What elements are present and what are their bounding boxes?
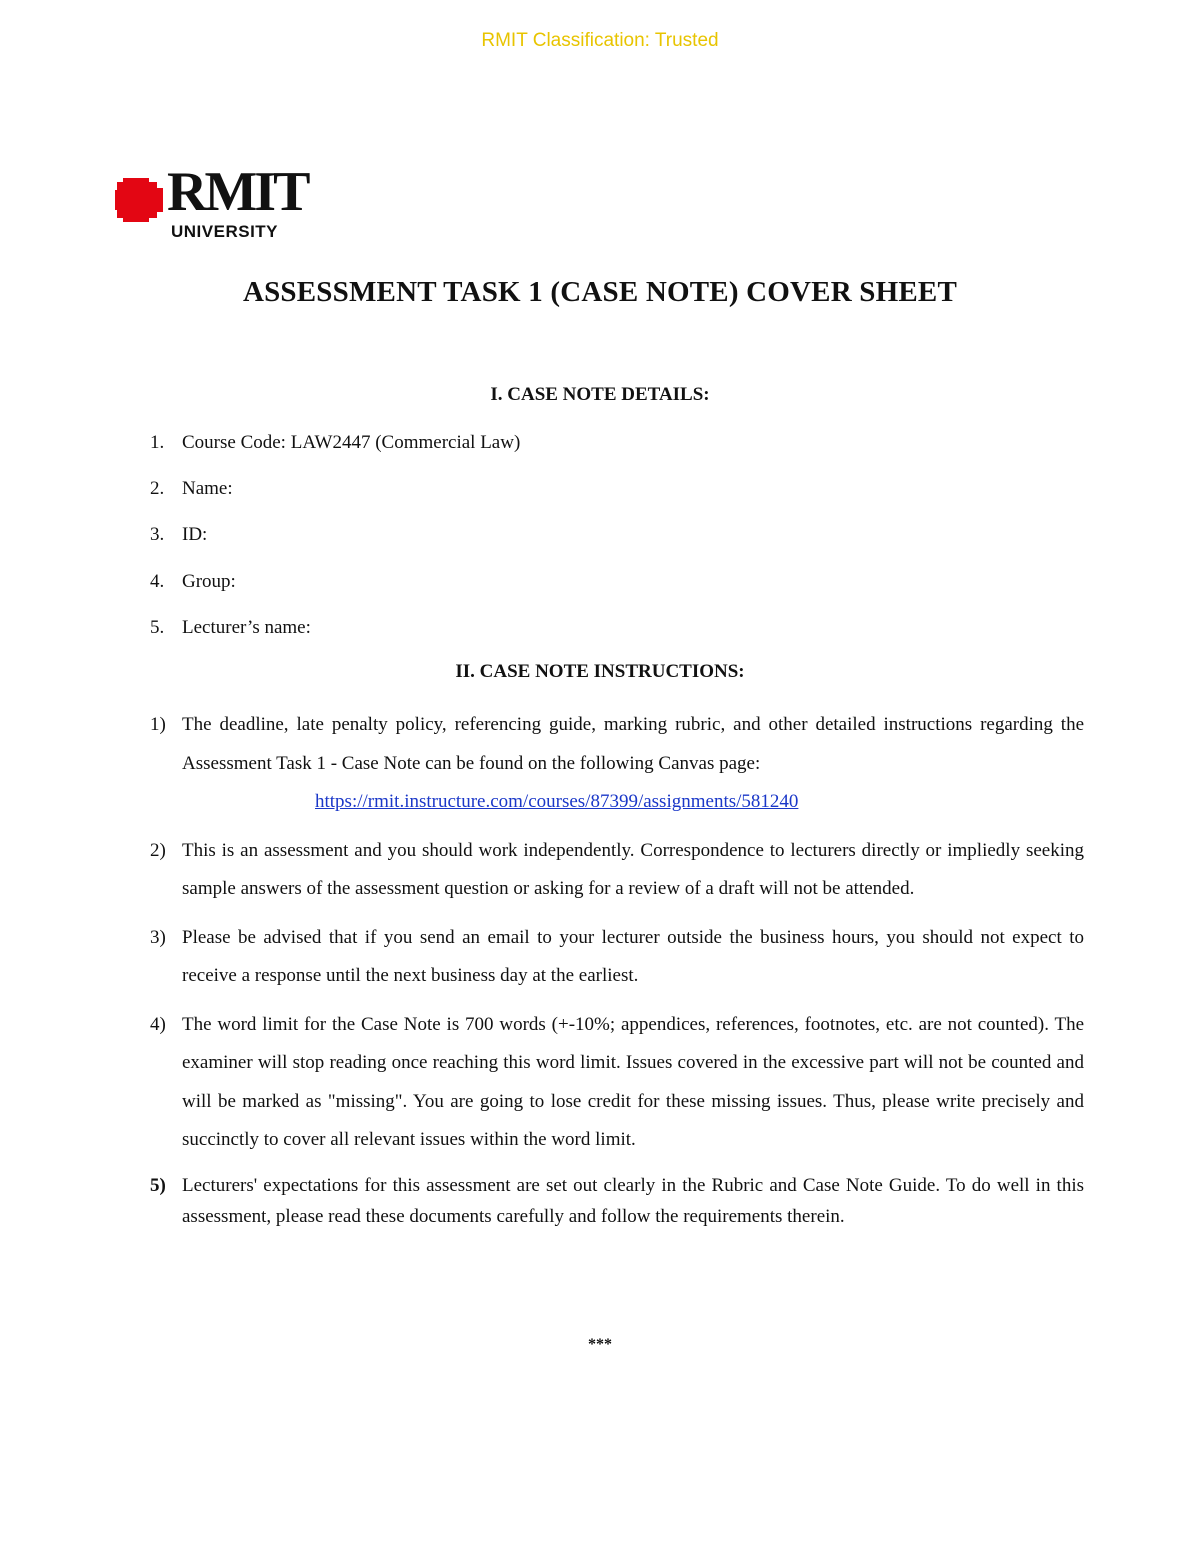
- item-text: Lecturer’s name:: [182, 616, 311, 638]
- list-item: [150, 1170, 1084, 1232]
- item-number: 4): [150, 1013, 166, 1035]
- item-number: 4.: [150, 570, 165, 592]
- item-number: 2.: [150, 478, 165, 500]
- item-text: Course Code: LAW2447 (Commercial Law): [182, 432, 521, 453]
- item-number: 2): [150, 839, 166, 861]
- item-text: Name:: [182, 478, 233, 500]
- item-number: 3): [150, 926, 166, 948]
- item-number: 3.: [150, 524, 165, 546]
- canvas-link[interactable]: https://rmit.instructure.com/courses/87399/assignments/581240: [315, 791, 799, 812]
- instructions-list: [150, 706, 1084, 1242]
- end-marker: ***: [588, 1336, 612, 1353]
- item-text: ID:: [182, 524, 208, 546]
- item-text: This is an assessment and you should work independently. Correspondence to lecturers directly or impliedly seeking sample answers of the assessment question or asking for a review of a draft will not be attended.: [182, 839, 1084, 899]
- list-item: [150, 832, 1084, 909]
- list-item: [150, 706, 1084, 822]
- logo-wordmark: RMIT: [167, 161, 308, 223]
- list-item: [150, 1006, 1084, 1160]
- item-number: 5): [150, 1174, 166, 1196]
- item-number: 1.: [150, 432, 165, 453]
- page-title: ASSESSMENT TASK 1 (CASE NOTE) COVER SHEET: [242, 276, 958, 308]
- list-item: [150, 430, 520, 476]
- item-text: The word limit for the Case Note is 700 words (+-10%; appendices, references, footnotes, etc. are not counted). The examiner will stop reading once reaching this word limit. Issues covered in the excessive part will not be counted and will be marked as "missing". You are going to lose credit for these missing issues. Thus, please write precisely and succinctly to cover all relevant issues within the word limit.: [182, 1013, 1084, 1150]
- item-number: 1): [150, 714, 166, 735]
- item-text: Please be advised that if you send an email to your lecturer outside the business hours, you should not expect to receive a response until the next business day at the earliest.: [182, 926, 1084, 986]
- item-text: Lecturers' expectations for this assessment are set out clearly in the Rubric and Case Note Guide. To do well in this assessment, please read these documents carefully and follow the requirements therein.: [182, 1174, 1084, 1227]
- list-item: [150, 569, 520, 615]
- instructions-heading: II. CASE NOTE INSTRUCTIONS:: [455, 661, 745, 682]
- rmit-pixel-mark-icon: [115, 178, 163, 222]
- rmit-logo: [115, 161, 315, 245]
- details-heading: I. CASE NOTE DETAILS:: [490, 384, 710, 405]
- list-item: [150, 615, 520, 661]
- list-item: [150, 476, 520, 522]
- details-list: [150, 430, 520, 661]
- item-number: 5.: [150, 616, 165, 638]
- list-item: [150, 919, 1084, 996]
- item-text: The deadline, late penalty policy, referencing guide, marking rubric, and other detailed instructions regarding the Assessment Task 1 - Case Note can be found on the following Canvas page:: [182, 714, 1084, 774]
- logo-subtitle: UNIVERSITY: [171, 222, 279, 241]
- item-text: Group:: [182, 570, 236, 592]
- list-item: [150, 522, 520, 568]
- classification-label: RMIT Classification: Trusted: [481, 30, 719, 51]
